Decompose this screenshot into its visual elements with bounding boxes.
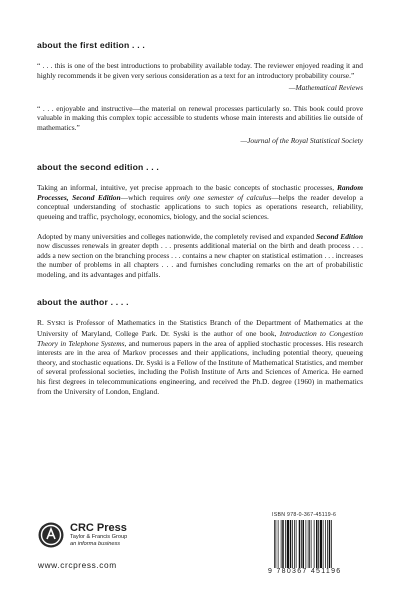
review-source-1: —Mathematical Reviews xyxy=(288,83,363,93)
barcode-bar xyxy=(306,520,307,568)
second-edition-paragraph-2: Adopted by many universities and colleges nationwide, the completely revised and expanded Second Edition now discusses renewals in greater depth . . . presents additional material on the birth and death process . . . adds a new section on the branching process . . . contains a new chapter on statistical estimation . . . increases the number of problems in all chapters . . . and furnishes concluding remarks on the art of probabilistic modeling, and its advantages and pitfalls. xyxy=(37,231,363,279)
barcode-bar xyxy=(296,520,297,568)
back-cover-text xyxy=(37,40,363,396)
barcode-bar xyxy=(320,520,322,568)
barcode-bar xyxy=(285,520,286,568)
review-quote-1: “ . . . this is one of the best introductions to probability available today. The reviewer enjoyed reading it and highly recommends it be given very serious consideration as a text for an introductory probability course.” xyxy=(37,61,363,80)
barcode-bar xyxy=(308,520,309,568)
barcode-bar xyxy=(311,520,312,568)
barcode-bar xyxy=(329,520,331,568)
barcode-bar xyxy=(303,520,305,568)
barcode-bar xyxy=(309,520,310,568)
barcode-bar xyxy=(323,520,324,568)
barcode-bar xyxy=(327,520,328,568)
footer xyxy=(34,512,366,582)
author-paragraph: R. SYSKI is Professor of Mathematics in the Statistics Branch of the Department of Mathematics at the University of Maryland, College Park. Dr. Syski is the author of one book, Introduction to Congestion Theory in Telephone Systems, and numerous papers in the area of applied stochastic processes. His research interests are in the area of Markov processes and their applications, including potential theory, queueing theory, and stochastic equations. Dr. Syski is a Fellow of the Institute of Mathematical Statistics, and member of several professional societies, including the Polish Institute of Arts and Sciences of America. He earned his first degrees in telecommunications engineering, and received the Ph.D. degree (1960) in mathematics from the University of London, England. xyxy=(37,317,364,396)
barcode-digits: 9 780367 451196 xyxy=(268,568,342,575)
barcode-bar xyxy=(325,520,326,568)
barcode-bar xyxy=(274,520,275,568)
barcode-bar xyxy=(301,520,302,568)
barcode-bar xyxy=(282,520,284,568)
isbn-barcode xyxy=(268,512,366,578)
barcode-bar xyxy=(299,520,301,568)
barcode-bar xyxy=(278,520,279,568)
second-edition-heading: about the second edition . . . xyxy=(37,162,160,173)
first-edition-heading: about the first edition . . . xyxy=(37,40,145,50)
barcode-bars xyxy=(272,520,364,568)
barcode-bar xyxy=(318,520,319,568)
publisher-url[interactable]: www.crcpress.com xyxy=(38,560,117,570)
publisher-block xyxy=(70,522,127,548)
publisher-tagline: an informa business xyxy=(70,541,121,547)
second-edition-paragraph-1: Taking an informal, intuitive, yet precise approach to the basic concepts of stochastic processes, Random Processes, Second Edition—which requires only one semester of calculus—helps the reader develop a conceptual understanding of stochastic applications to such topics as operations research, reliability, queueing and traffic, psychology, economics, biology, and the social sciences. xyxy=(37,183,363,221)
barcode-bar xyxy=(331,520,332,568)
isbn-label: ISBN 978-0-367-45119-6 xyxy=(272,512,337,518)
author-heading: about the author . . . . xyxy=(37,296,129,307)
barcode-bar xyxy=(294,520,295,568)
crc-press-logo-icon xyxy=(38,522,64,548)
barcode-bar xyxy=(292,520,293,568)
barcode-bar xyxy=(314,520,315,568)
barcode-bar xyxy=(281,520,282,568)
barcode-bar xyxy=(316,520,318,568)
barcode-bar xyxy=(287,520,289,568)
review-quote-2: “ . . . enjoyable and instructive—the material on renewal processes particularly so. This book could prove valuable in making this complex topic accessible to students whose main interests and abilities lie outside of mathematics.” xyxy=(37,103,363,132)
publisher-group: Taylor & Francis Group xyxy=(70,534,128,540)
publisher-name: CRC Press xyxy=(70,522,127,534)
barcode-bar xyxy=(290,520,292,568)
barcode-bar xyxy=(276,520,277,568)
review-source-2: —Journal of the Royal Statistical Society xyxy=(240,135,363,145)
